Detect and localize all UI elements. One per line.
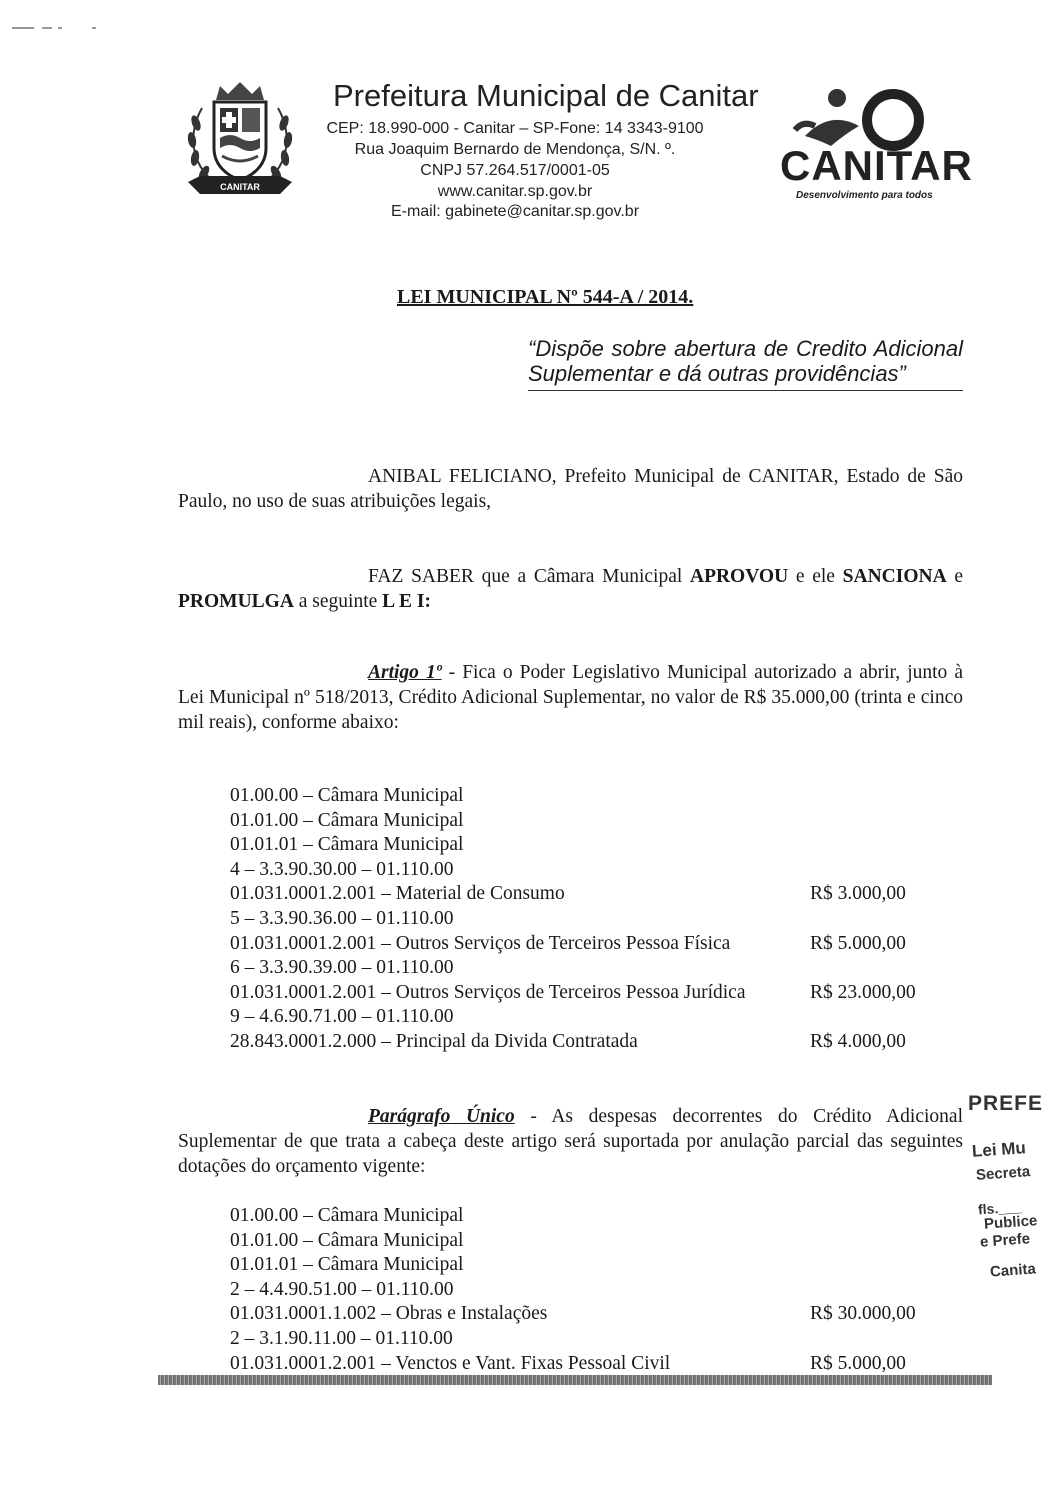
stamp-line-3: Secreta	[975, 1163, 1031, 1184]
annulment-row-text: 2 – 4.4.90.51.00 – 01.110.00	[230, 1278, 454, 1300]
header-title: Prefeitura Municipal de Canitar	[333, 78, 759, 113]
stamp-line-4: fls.___	[977, 1198, 1023, 1218]
header-email-line: E-mail: gabinete@canitar.sp.gov.br	[390, 203, 640, 220]
intro-paragraph: ANIBAL FELICIANO, Prefeito Municipal de CANITAR, Estado de São Paulo, no uso de suas atribuições legais,	[178, 466, 963, 512]
stamp-line-6: e Prefe	[979, 1230, 1031, 1251]
credit-row	[230, 1030, 950, 1055]
header-address-line: CEP: 18.990-000 - Canitar – SP-Fone: 14 3343-9100	[326, 120, 704, 137]
credit-row-text: 01.00.00 – Câmara Municipal	[230, 785, 464, 806]
credit-row	[230, 932, 950, 957]
credit-row-text: 01.031.0001.2.001 – Outros Serviços de Terceiros Pessoa Física	[230, 932, 731, 954]
paragrafo-unico-label: Parágrafo Único	[368, 1106, 515, 1127]
annulment-row-amount: R$ 30.000,00	[810, 1303, 916, 1325]
header-cnpj-line: CNPJ 57.264.517/0001-05	[420, 162, 610, 179]
annulment-row-text: 01.01.01 – Câmara Municipal	[230, 1254, 464, 1276]
coat-label: CANITAR	[220, 182, 260, 192]
annulment-row	[230, 1278, 950, 1303]
credit-row	[230, 784, 950, 809]
annulment-list	[230, 1204, 950, 1376]
scan-marks	[12, 24, 102, 32]
credit-row-text: 9 – 4.6.90.71.00 – 01.110.00	[230, 1006, 454, 1028]
credit-row-amount: R$ 23.000,00	[810, 981, 916, 1003]
credit-row-text: 01.031.0001.2.001 – Material de Consumo	[230, 883, 565, 905]
stamp-line-2: Lei Mu	[971, 1138, 1027, 1161]
annulment-row-text: 01.031.0001.1.002 – Obras e Instalações	[230, 1303, 548, 1325]
credit-row-amount: R$ 3.000,00	[810, 883, 906, 905]
stamp-line-1: PREFE	[968, 1092, 1044, 1115]
annulment-row	[230, 1352, 950, 1377]
annulment-row-text: 01.031.0001.2.001 – Venctos e Vant. Fixas Pessoal Civil	[230, 1352, 671, 1374]
credit-row-text: 5 – 3.3.90.36.00 – 01.110.00	[230, 907, 454, 929]
credit-row	[230, 833, 950, 858]
credit-row-amount: R$ 5.000,00	[810, 932, 906, 954]
credit-row	[230, 809, 950, 834]
logo-slogan: Desenvolvimento para todos	[796, 190, 933, 201]
annulment-row	[230, 1229, 950, 1254]
credit-row	[230, 907, 950, 932]
artigo-1-label: Artigo 1º	[368, 662, 442, 683]
credit-list	[230, 784, 950, 1055]
header-website-line: www.canitar.sp.gov.br	[437, 183, 593, 200]
credit-row-text: 01.031.0001.2.001 – Outros Serviços de Terceiros Pessoa Jurídica	[230, 981, 746, 1003]
credit-row	[230, 956, 950, 981]
credit-row-text: 6 – 3.3.90.39.00 – 01.110.00	[230, 957, 454, 979]
credit-row-text: 01.01.00 – Câmara Municipal	[230, 809, 464, 831]
annulment-row-text: 2 – 3.1.90.11.00 – 01.110.00	[230, 1327, 453, 1349]
promulga-word: PROMULGA	[178, 591, 294, 612]
annulment-row	[230, 1253, 950, 1278]
stamp-line-5: Publice	[983, 1212, 1038, 1233]
logo-text: CANITAR	[780, 142, 973, 189]
credit-row	[230, 981, 950, 1006]
coat-of-arms-icon	[180, 78, 300, 202]
law-summary: “Dispõe sobre abertura de Credito Adicional Suplementar e dá outras providências”	[528, 336, 963, 391]
footer-bar	[158, 1375, 992, 1385]
faz-saber-paragraph: FAZ SABER que a Câmara Municipal APROVOU e ele SANCIONA e PROMULGA a seguinte L E I:	[178, 566, 964, 612]
credit-row-text: 4 – 3.3.90.30.00 – 01.110.00	[230, 858, 454, 880]
annulment-row	[230, 1302, 950, 1327]
paragrafo-unico-paragraph: Parágrafo Único - As despesas decorrentes do Crédito Adicional Suplementar de que trata a cabeça deste artigo será suportada por anulação parcial das seguintes dotações do orçamento vigente:	[178, 1106, 963, 1177]
credit-row-amount: R$ 4.000,00	[810, 1030, 906, 1052]
annulment-row-text: 01.01.00 – Câmara Municipal	[230, 1229, 464, 1251]
credit-row-text: 28.843.0001.2.000 – Principal da Divida Contratada	[230, 1030, 638, 1052]
annulment-row-amount: R$ 5.000,00	[810, 1352, 906, 1374]
annulment-row	[230, 1204, 950, 1229]
law-title: LEI MUNICIPAL Nº 544-A / 2014.	[397, 286, 694, 308]
sanciona-word: SANCIONA	[842, 566, 947, 587]
credit-row	[230, 882, 950, 907]
annulment-row-text: 01.00.00 – Câmara Municipal	[230, 1205, 464, 1226]
aprovou-word: APROVOU	[689, 566, 789, 587]
lei-word: L E I:	[382, 591, 431, 612]
artigo-1-paragraph: Artigo 1º - Fica o Poder Legislativo Municipal autorizado a abrir, junto à Lei Municipal nº 518/2013, Crédito Adicional Suplementar, no valor de R$ 35.000,00 (trinta e cinco mil reais), conforme abaixo:	[178, 662, 963, 733]
credit-row	[230, 858, 950, 883]
header-street-line: Rua Joaquim Bernardo de Mendonça, S/N. º.	[354, 141, 676, 158]
credit-row	[230, 1005, 950, 1030]
annulment-row	[230, 1327, 950, 1352]
stamp-line-7: Canita	[989, 1260, 1037, 1281]
credit-row-text: 01.01.01 – Câmara Municipal	[230, 834, 464, 856]
